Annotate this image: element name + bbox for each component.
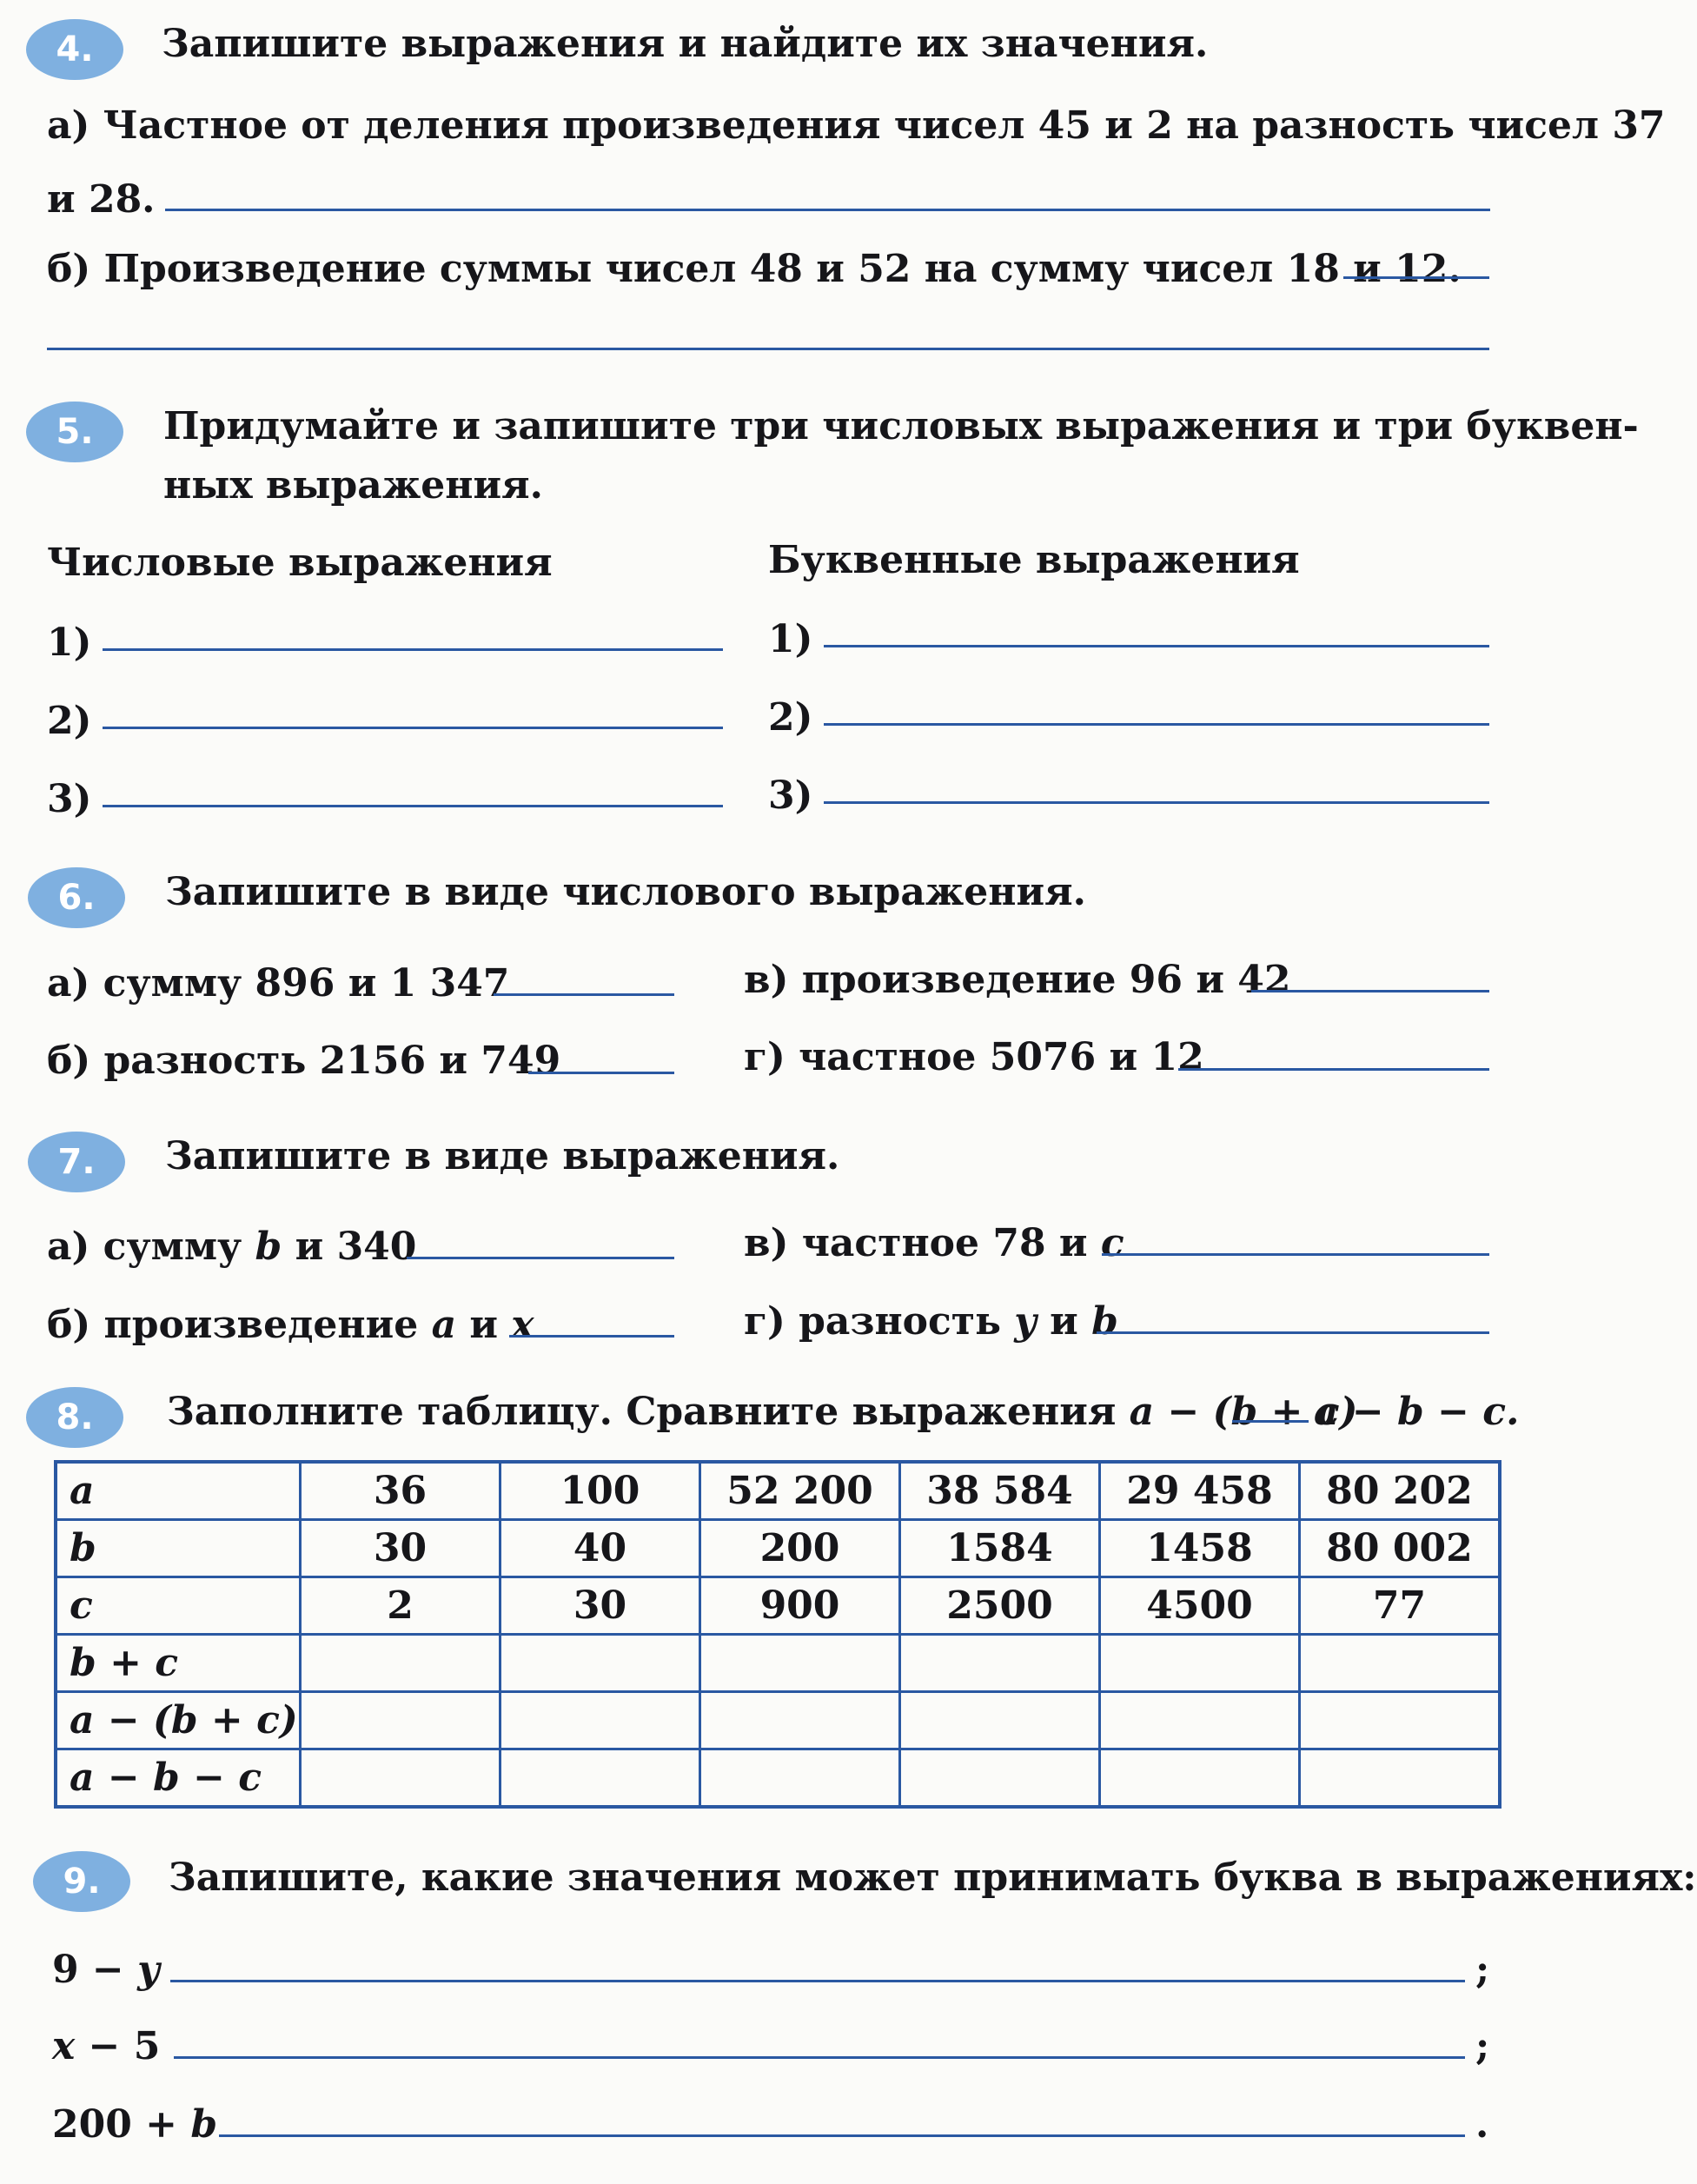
- answer-cell[interactable]: [1300, 1749, 1501, 1808]
- letter-item-1-line[interactable]: [824, 645, 1489, 647]
- answer-cell[interactable]: [700, 1692, 900, 1749]
- table-cell: 80 002: [1300, 1520, 1501, 1577]
- table-row: [56, 1692, 1500, 1749]
- task-9-title: Запишите, какие значения может принимать буква в выражениях:: [169, 1855, 1697, 1900]
- task-7v-answer-line[interactable]: [1102, 1253, 1489, 1256]
- answer-cell[interactable]: [1100, 1635, 1300, 1692]
- task-7g-var1: y: [1014, 1299, 1037, 1344]
- task-9-expr-3-var: b: [190, 2102, 218, 2147]
- task-6a-answer-line[interactable]: [494, 993, 674, 996]
- task-7v-prefix: в) частное 78 и: [744, 1221, 1101, 1265]
- task-4-badge: 4.: [26, 19, 123, 80]
- table-cell: 30: [301, 1520, 500, 1577]
- answer-cell[interactable]: [301, 1692, 500, 1749]
- answer-cell[interactable]: [700, 1749, 900, 1808]
- task-7v-text: [744, 1222, 1124, 1265]
- task-9-answer-line-3[interactable]: [219, 2134, 1465, 2137]
- row-header-b-plus-c: b + c: [56, 1635, 301, 1692]
- task-9-expr-3-prefix: 200 +: [52, 2102, 191, 2147]
- task-7b-mid: и: [456, 1303, 512, 1347]
- letter-expressions-header: Буквенные выражения: [768, 538, 1300, 582]
- table-cell: 29 458: [1100, 1462, 1300, 1520]
- numeric-item-2-label: 2): [47, 699, 92, 743]
- task-4-title: Запишите выражения и найдите их значения.: [162, 22, 1209, 66]
- letter-item-3-line[interactable]: [824, 801, 1489, 804]
- table-cell: 38 584: [900, 1462, 1100, 1520]
- task-4b-text-line1: б) Произведение суммы чисел 48 и 52 на сумму чисел 18 и 12.: [47, 247, 1462, 291]
- task-4a-text-line2: и 28.: [47, 177, 156, 222]
- task-9-answer-line-1[interactable]: [170, 1980, 1465, 1982]
- table-row: [56, 1520, 1500, 1577]
- task-6-title: Запишите в виде числового выражения.: [165, 870, 1086, 914]
- task-7g-mid: и: [1036, 1299, 1092, 1344]
- task-4b-answer-line-2[interactable]: [47, 348, 1489, 350]
- row-header-a-minus-b-minus-c: a − b − c: [56, 1749, 301, 1808]
- table-cell: 77: [1300, 1577, 1501, 1635]
- task-7a-rest: и 340: [282, 1225, 417, 1269]
- task-8-expr2: [1314, 1391, 1519, 1434]
- task-9-expr-3: [52, 2103, 217, 2147]
- task-7-title: Запишите в виде выражения.: [165, 1134, 840, 1178]
- table-cell: 1458: [1100, 1520, 1300, 1577]
- task-8-badge: 8.: [26, 1387, 123, 1448]
- task-8-expr2-text: a − b − c.: [1314, 1390, 1520, 1434]
- table-cell: 36: [301, 1462, 500, 1520]
- answer-cell[interactable]: [500, 1692, 700, 1749]
- task-8-title: [167, 1391, 1357, 1434]
- task-6v-answer-line[interactable]: [1251, 990, 1489, 992]
- letter-item-2-line[interactable]: [824, 723, 1489, 726]
- table-cell: 4500: [1100, 1577, 1300, 1635]
- task-7b-prefix: б) произведение: [47, 1303, 432, 1347]
- table-cell: 52 200: [700, 1462, 900, 1520]
- task-7-badge: 7.: [28, 1132, 125, 1192]
- answer-cell[interactable]: [301, 1749, 500, 1808]
- numeric-expressions-header: Числовые выражения: [47, 541, 553, 585]
- answer-cell[interactable]: [1300, 1692, 1501, 1749]
- task-4b-answer-line-1[interactable]: [1343, 276, 1489, 279]
- table-cell: 2: [301, 1577, 500, 1635]
- task-8-title-text: Заполните таблицу. Сравните выражения: [167, 1390, 1117, 1434]
- numeric-item-1-label: 1): [47, 621, 92, 665]
- task-7v-var: c: [1100, 1221, 1124, 1265]
- task-7b-text: [47, 1304, 534, 1347]
- letter-item-3-label: 3): [768, 773, 813, 818]
- task-7b-var2: x: [511, 1303, 534, 1347]
- task-9-semicolon-1: ;: [1475, 1948, 1490, 1992]
- task-9-expr-2: [52, 2025, 160, 2068]
- task-7a-answer-line[interactable]: [407, 1257, 674, 1259]
- task-9-expr-1: [52, 1948, 160, 1992]
- answer-cell[interactable]: [500, 1635, 700, 1692]
- task-7g-var2: b: [1091, 1299, 1118, 1344]
- answer-cell[interactable]: [301, 1635, 500, 1692]
- task-6g-answer-line[interactable]: [1178, 1068, 1489, 1071]
- answer-cell[interactable]: [900, 1749, 1100, 1808]
- answer-cell[interactable]: [900, 1635, 1100, 1692]
- answer-cell[interactable]: [1100, 1749, 1300, 1808]
- task-4a-answer-line[interactable]: [165, 209, 1490, 211]
- task-7a-text: [47, 1225, 416, 1269]
- task-7g-answer-line[interactable]: [1097, 1331, 1489, 1334]
- answer-cell[interactable]: [500, 1749, 700, 1808]
- table-row: [56, 1635, 1500, 1692]
- task-8-compare-line[interactable]: [1232, 1420, 1309, 1423]
- task-6b-answer-line[interactable]: [528, 1072, 674, 1074]
- task-7g-text: [744, 1300, 1118, 1344]
- task-6-badge: 6.: [28, 867, 125, 928]
- task-9-semicolon-2: ;: [1475, 2024, 1490, 2068]
- table-cell: 80 202: [1300, 1462, 1501, 1520]
- numeric-item-2-line[interactable]: [103, 727, 723, 729]
- task-7a-var: b: [255, 1225, 282, 1269]
- task-9-expr-1-var: y: [137, 1948, 160, 1992]
- task-7b-var1: a: [431, 1303, 457, 1347]
- task-9-badge: 9.: [33, 1851, 130, 1912]
- task-9-answer-line-2[interactable]: [174, 2056, 1465, 2059]
- task-5-badge: 5.: [26, 402, 123, 462]
- task-8-expr1: a − (b + c): [1129, 1390, 1358, 1434]
- table-cell: 100: [500, 1462, 700, 1520]
- task-9-expr-2-var: x: [52, 2024, 76, 2068]
- table-row: [56, 1749, 1500, 1808]
- letter-item-1-label: 1): [768, 617, 813, 661]
- table-row: [56, 1577, 1500, 1635]
- table-cell: 200: [700, 1520, 900, 1577]
- task-6b-text: б) разность 2156 и 749: [47, 1039, 561, 1083]
- task-9-period: .: [1475, 2102, 1489, 2147]
- table-cell: 1584: [900, 1520, 1100, 1577]
- numeric-item-3-line[interactable]: [103, 805, 723, 807]
- table-cell: 40: [500, 1520, 700, 1577]
- row-header-a: a: [56, 1462, 301, 1520]
- task-6v-text: в) произведение 96 и 42: [744, 958, 1291, 1002]
- task-7g-prefix: г) разность: [744, 1299, 1015, 1344]
- table-row: [56, 1462, 1500, 1520]
- task-6g-text: г) частное 5076 и 12: [744, 1035, 1204, 1079]
- table-cell: 900: [700, 1577, 900, 1635]
- task-4a-text-line1: а) Частное от деления произведения чисел 45 и 2 на разность чисел 37: [47, 103, 1666, 148]
- row-header-a-minus-sum: a − (b + c): [56, 1692, 301, 1749]
- numeric-item-1-line[interactable]: [103, 648, 723, 651]
- task-6a-text: а) сумму 896 и 1 347: [47, 961, 510, 1006]
- answer-cell[interactable]: [1100, 1692, 1300, 1749]
- comparison-table: [54, 1460, 1501, 1809]
- row-header-c: c: [56, 1577, 301, 1635]
- numeric-item-3-label: 3): [47, 777, 92, 821]
- letter-item-2-label: 2): [768, 695, 813, 740]
- answer-cell[interactable]: [1300, 1635, 1501, 1692]
- task-9-expr-2-rest: − 5: [75, 2024, 161, 2068]
- answer-cell[interactable]: [700, 1635, 900, 1692]
- task-7b-answer-line[interactable]: [509, 1335, 674, 1338]
- row-header-b: b: [56, 1520, 301, 1577]
- task-5-title-line2: ных выражения.: [163, 463, 543, 508]
- table-cell: 30: [500, 1577, 700, 1635]
- table-cell: 2500: [900, 1577, 1100, 1635]
- answer-cell[interactable]: [900, 1692, 1100, 1749]
- task-7a-prefix: а) сумму: [47, 1225, 255, 1269]
- task-5-title-line1: Придумайте и запишите три числовых выражения и три буквен-: [163, 404, 1639, 448]
- task-9-expr-1-prefix: 9 −: [52, 1948, 138, 1992]
